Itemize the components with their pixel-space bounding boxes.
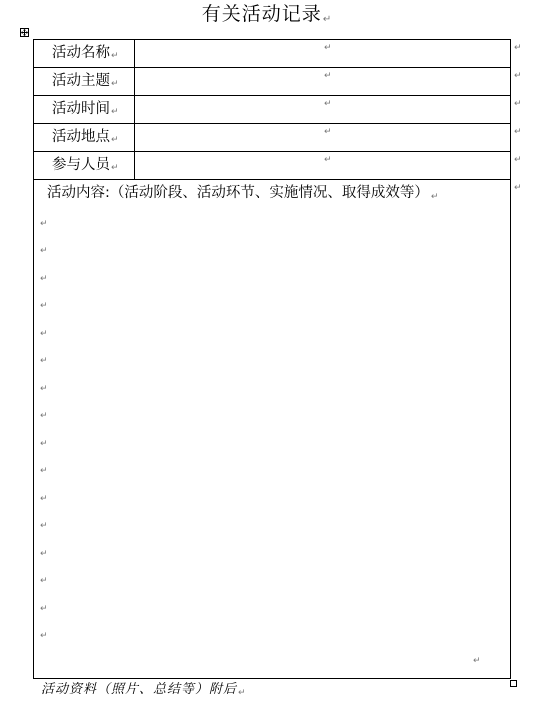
row-label	[34, 40, 135, 67]
empty-line-paragraph-mark-icon[interactable]: ↵	[40, 439, 48, 449]
table-row-activity-location	[34, 124, 510, 152]
empty-line-paragraph-mark-icon[interactable]: ↵	[40, 521, 48, 531]
footer-note	[41, 680, 247, 700]
row-label	[34, 96, 135, 123]
empty-line-paragraph-mark-icon[interactable]: ↵	[40, 631, 48, 641]
row-label-text: 参与人员	[52, 157, 110, 173]
activity-record-table	[33, 39, 511, 679]
row-end-mark-icon: ↵	[514, 127, 522, 137]
row-label-text: 活动主题	[52, 73, 110, 89]
empty-line-paragraph-mark-icon[interactable]: ↵	[40, 576, 48, 586]
row-label-text: 活动时间	[52, 101, 110, 117]
empty-line-paragraph-mark-icon[interactable]: ↵	[40, 246, 48, 256]
footer-note-text: 活动资料（照片、总结等）附后	[41, 682, 238, 697]
paragraph-mark-icon: ↵	[111, 163, 119, 173]
table-row-activity-name	[34, 40, 510, 68]
empty-line-paragraph-mark-icon[interactable]: ↵	[40, 356, 48, 366]
empty-line-paragraph-mark-icon[interactable]: ↵	[40, 301, 48, 311]
paragraph-mark-icon: ↵	[322, 14, 333, 25]
paragraph-mark-icon: ↵	[430, 192, 439, 202]
row-end-mark-icon: ↵	[514, 43, 522, 53]
row-label-text: 活动名称	[52, 45, 110, 61]
row-label	[34, 152, 135, 179]
row-label	[34, 68, 135, 95]
empty-line-paragraph-mark-icon[interactable]: ↵	[40, 274, 48, 284]
empty-line-paragraph-mark-icon[interactable]: ↵	[40, 604, 48, 614]
cell-end-paragraph-mark-icon[interactable]: ↵	[473, 656, 481, 666]
row-end-mark-icon: ↵	[514, 71, 522, 81]
value-cell-paragraph-mark-icon[interactable]: ↵	[324, 71, 332, 81]
document-title	[0, 2, 534, 26]
value-cell-paragraph-mark-icon[interactable]: ↵	[324, 155, 332, 165]
empty-line-paragraph-mark-icon[interactable]: ↵	[40, 494, 48, 504]
paragraph-mark-icon: ↵	[111, 107, 119, 117]
row-end-mark-icon: ↵	[514, 183, 522, 193]
content-cell-heading[interactable]	[47, 182, 438, 204]
value-cell-paragraph-mark-icon[interactable]: ↵	[324, 43, 332, 53]
empty-line-paragraph-mark-icon[interactable]: ↵	[40, 549, 48, 559]
table-resize-handle-icon[interactable]	[510, 680, 517, 687]
paragraph-mark-icon: ↵	[111, 51, 119, 61]
paragraph-mark-icon: ↵	[238, 688, 247, 698]
empty-line-paragraph-mark-icon[interactable]: ↵	[40, 329, 48, 339]
row-label-text: 活动地点	[52, 129, 110, 145]
table-row-activity-theme	[34, 68, 510, 96]
table-row-participants	[34, 152, 510, 180]
content-label-text: 活动内容:（活动阶段、活动环节、实施情况、取得成效等）	[47, 185, 429, 201]
empty-line-paragraph-mark-icon[interactable]: ↵	[40, 384, 48, 394]
row-end-mark-icon: ↵	[514, 99, 522, 109]
paragraph-mark-icon: ↵	[111, 79, 119, 89]
paragraph-mark-icon: ↵	[111, 135, 119, 145]
row-label	[34, 124, 135, 151]
table-row-activity-time	[34, 96, 510, 124]
value-cell-paragraph-mark-icon[interactable]: ↵	[324, 99, 332, 109]
document-title-text: 有关活动记录	[201, 3, 322, 25]
empty-line-paragraph-mark-icon[interactable]: ↵	[40, 466, 48, 476]
empty-line-paragraph-mark-icon[interactable]: ↵	[40, 411, 48, 421]
table-move-handle-icon[interactable]	[20, 28, 29, 37]
empty-line-paragraph-mark-icon[interactable]: ↵	[40, 219, 48, 229]
row-end-mark-icon: ↵	[514, 155, 522, 165]
value-cell-paragraph-mark-icon[interactable]: ↵	[324, 127, 332, 137]
